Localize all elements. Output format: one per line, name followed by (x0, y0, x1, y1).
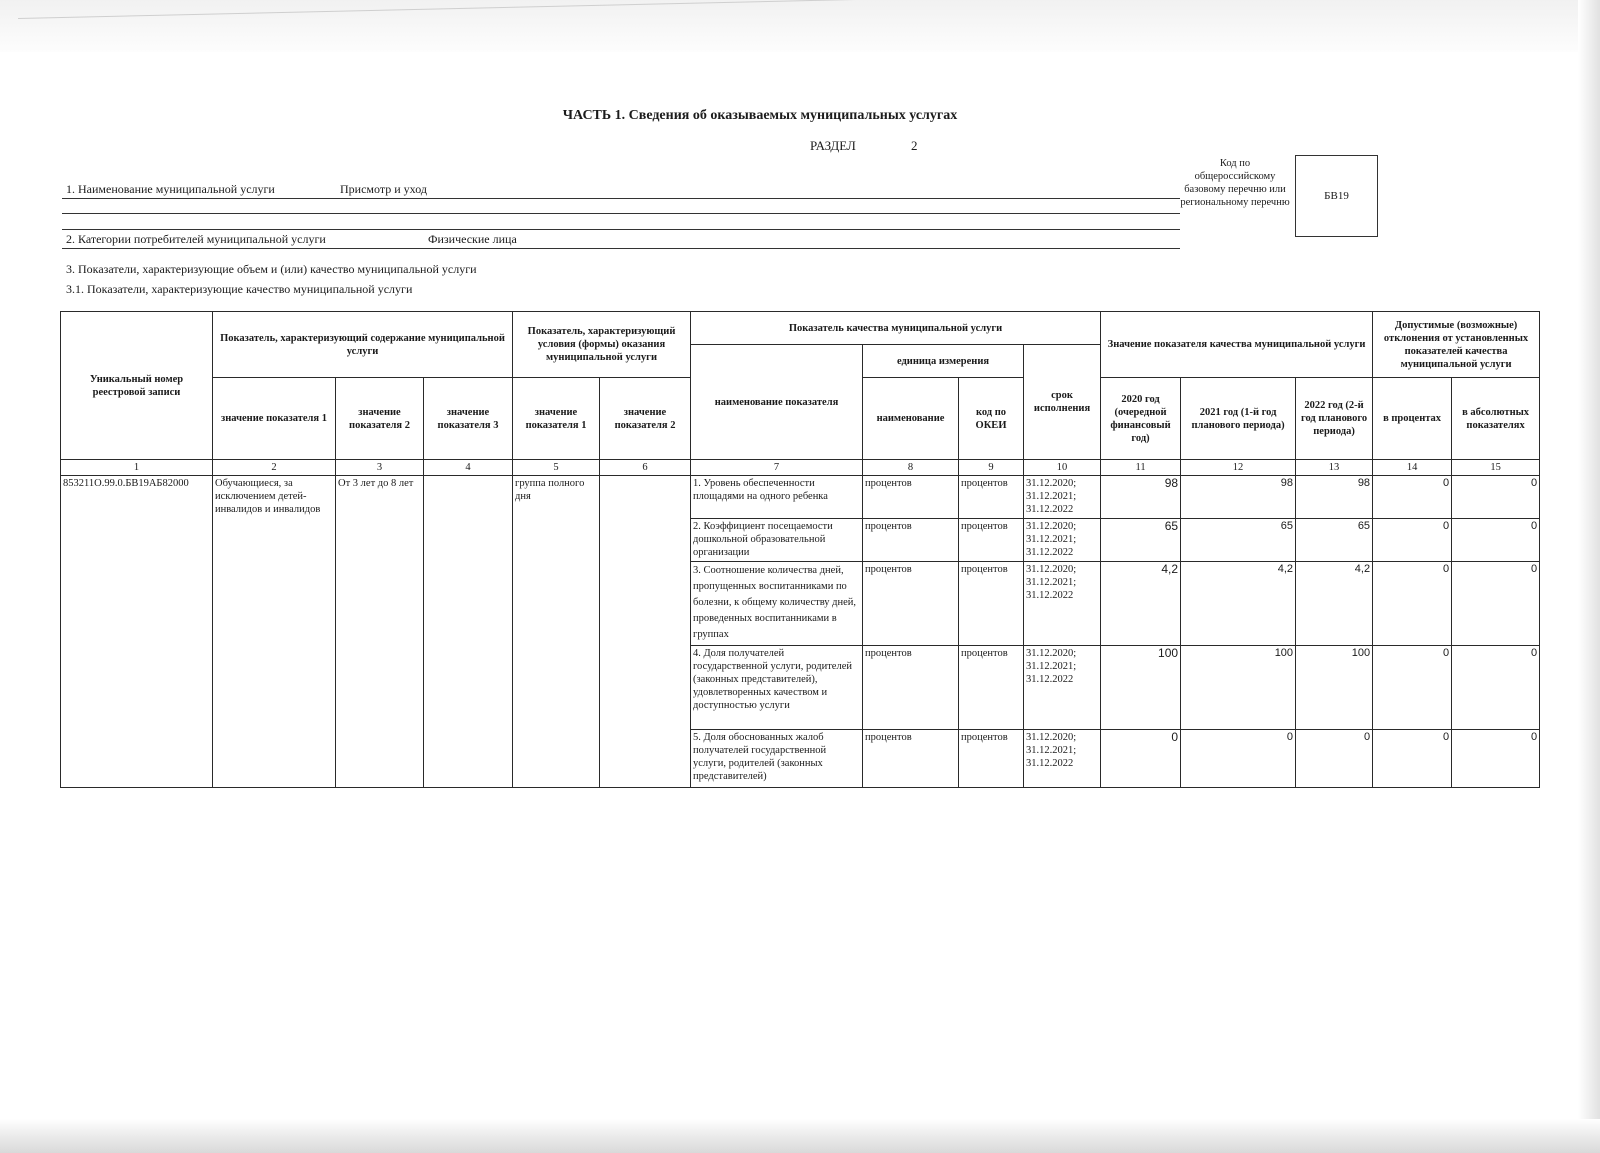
header-cond-1: значение показателя 1 (513, 378, 600, 460)
value-2020-cell: 100 (1101, 646, 1181, 730)
header-year-2022: 2022 год (2-й год планового периода) (1296, 378, 1373, 460)
consumer-category-label: 2. Категории потребителей муниципальной услуги (66, 232, 326, 246)
value-2020-cell: 0 (1101, 730, 1181, 788)
document-title: ЧАСТЬ 1. Сведения об оказываемых муниципальных услугах (562, 108, 958, 123)
razdel-number: 2 (911, 138, 918, 153)
unit-name-cell: процентов (863, 646, 959, 730)
consumer-category-value: Физические лица (428, 232, 517, 246)
value-2022-cell: 65 (1296, 519, 1373, 562)
header-dev-absolute: в абсолютных показателях (1452, 378, 1540, 460)
column-number: 13 (1296, 460, 1373, 476)
header-cond-2: значение показателя 2 (600, 378, 691, 460)
value-2021-cell: 0 (1181, 730, 1296, 788)
column-number: 11 (1101, 460, 1181, 476)
underline (62, 248, 1180, 249)
unit-code-cell: процентов (959, 562, 1024, 646)
underline (62, 198, 1180, 199)
column-number: 10 (1024, 460, 1101, 476)
column-number: 6 (600, 460, 691, 476)
indicator-cell: 5. Доля обоснованных жалоб получателей государственной услуги, родителей (законных представителей) (691, 730, 863, 788)
service-name-label: 1. Наименование муниципальной услуги (66, 182, 275, 196)
column-number: 15 (1452, 460, 1540, 476)
code-label: Код по общероссийскому базовому перечню или региональному перечню (1180, 158, 1290, 208)
column-number: 2 (213, 460, 336, 476)
column-number: 14 (1373, 460, 1452, 476)
column-number: 1 (61, 460, 213, 476)
unit-name-cell: процентов (863, 730, 959, 788)
header-year-2021: 2021 год (1-й год планового периода) (1181, 378, 1296, 460)
unit-name-cell: процентов (863, 476, 959, 519)
dev-absolute-cell: 0 (1452, 730, 1540, 788)
header-quality-group: Показатель качества муниципальной услуги (691, 312, 1101, 345)
header-dev-percent: в процентах (1373, 378, 1452, 460)
value-2021-cell: 4,2 (1181, 562, 1296, 646)
deadline-cell: 31.12.2020; 31.12.2021; 31.12.2022 (1024, 519, 1101, 562)
header-content-3: значение показателя 3 (424, 378, 513, 460)
page-edge (1578, 0, 1600, 1153)
indicator-cell: 4. Доля получателей государственной услуги, родителей (законных представителей), удовлетворенных качеством и доступностью услуги (691, 646, 863, 730)
column-number: 3 (336, 460, 424, 476)
cond-2-cell (600, 476, 691, 788)
unit-code-cell: процентов (959, 730, 1024, 788)
underline (62, 229, 1180, 230)
value-2020-cell: 65 (1101, 519, 1181, 562)
header-value-group: Значение показателя качества муниципальной услуги (1101, 312, 1373, 378)
unit-code-cell: процентов (959, 646, 1024, 730)
header-conditions-group: Показатель, характеризующий условия (формы) оказания муниципальной услуги (513, 312, 691, 378)
value-2022-cell: 100 (1296, 646, 1373, 730)
header-content-group: Показатель, характеризующий содержание муниципальной услуги (213, 312, 513, 378)
value-2022-cell: 0 (1296, 730, 1373, 788)
content-2-cell: От 3 лет до 8 лет (336, 476, 424, 788)
value-2022-cell: 4,2 (1296, 562, 1373, 646)
header-unit-name: наименование (863, 378, 959, 460)
unit-name-cell: процентов (863, 562, 959, 646)
value-2021-cell: 65 (1181, 519, 1296, 562)
header-unit-code: код по ОКЕИ (959, 378, 1024, 460)
underline (62, 213, 1180, 214)
header-indicator-name: наименование показателя (691, 345, 863, 460)
deadline-cell: 31.12.2020; 31.12.2021; 31.12.2022 (1024, 476, 1101, 519)
code-value: БВ19 (1324, 190, 1349, 202)
indicator-cell: 1. Уровень обеспеченности площадями на одного ребенка (691, 476, 863, 519)
quality-indicators-table (60, 311, 1540, 788)
section-3-heading: 3. Показатели, характеризующие объем и (или) качество муниципальной услуги (66, 262, 477, 276)
dev-percent-cell: 0 (1373, 730, 1452, 788)
header-content-1: значение показателя 1 (213, 378, 336, 460)
page-edge (0, 0, 1600, 52)
unit-code-cell: процентов (959, 519, 1024, 562)
service-name-value: Присмотр и уход (340, 182, 427, 196)
cond-1-cell: группа полного дня (513, 476, 600, 788)
content-1-cell: Обучающиеся, за исключением детей-инвалидов и инвалидов (213, 476, 336, 788)
value-2020-cell: 98 (1101, 476, 1181, 519)
header-unit-group: единица измерения (863, 345, 1024, 378)
header-deviation-group: Допустимые (возможные) отклонения от установленных показателей качества муниципальной услуги (1373, 312, 1540, 378)
value-2022-cell: 98 (1296, 476, 1373, 519)
unique-number-cell: 853211О.99.0.БВ19АБ82000 (61, 476, 213, 788)
dev-absolute-cell: 0 (1452, 519, 1540, 562)
dev-absolute-cell: 0 (1452, 562, 1540, 646)
value-2020-cell: 4,2 (1101, 562, 1181, 646)
column-number: 4 (424, 460, 513, 476)
section-3-1-heading: 3.1. Показатели, характеризующие качество муниципальной услуги (66, 282, 413, 296)
unit-name-cell: процентов (863, 519, 959, 562)
razdel-label: РАЗДЕЛ (810, 138, 856, 153)
column-number: 12 (1181, 460, 1296, 476)
column-number: 9 (959, 460, 1024, 476)
content-3-cell (424, 476, 513, 788)
dev-absolute-cell: 0 (1452, 646, 1540, 730)
dev-absolute-cell: 0 (1452, 476, 1540, 519)
header-deadline: срок исполнения (1024, 345, 1101, 460)
header-content-2: значение показателя 2 (336, 378, 424, 460)
deadline-cell: 31.12.2020; 31.12.2021; 31.12.2022 (1024, 646, 1101, 730)
indicator-cell: 2. Коэффициент посещаемости дошкольной образовательной организации (691, 519, 863, 562)
code-box (1295, 155, 1378, 237)
indicator-cell: 3. Соотношение количества дней, пропущенных воспитанниками по болезни, к общему количеству дней, проведенных воспитанниками в группах (691, 562, 863, 646)
deadline-cell: 31.12.2020; 31.12.2021; 31.12.2022 (1024, 730, 1101, 788)
column-number: 8 (863, 460, 959, 476)
column-number: 7 (691, 460, 863, 476)
dev-percent-cell: 0 (1373, 562, 1452, 646)
unit-code-cell: процентов (959, 476, 1024, 519)
dev-percent-cell: 0 (1373, 646, 1452, 730)
header-unique-number: Уникальный номер реестровой записи (61, 312, 213, 460)
table-row (61, 476, 1540, 519)
header-year-2020: 2020 год (очередной финансовый год) (1101, 378, 1181, 460)
deadline-cell: 31.12.2020; 31.12.2021; 31.12.2022 (1024, 562, 1101, 646)
value-2021-cell: 98 (1181, 476, 1296, 519)
dev-percent-cell: 0 (1373, 476, 1452, 519)
column-number: 5 (513, 460, 600, 476)
page-edge (0, 1119, 1600, 1153)
dev-percent-cell: 0 (1373, 519, 1452, 562)
value-2021-cell: 100 (1181, 646, 1296, 730)
